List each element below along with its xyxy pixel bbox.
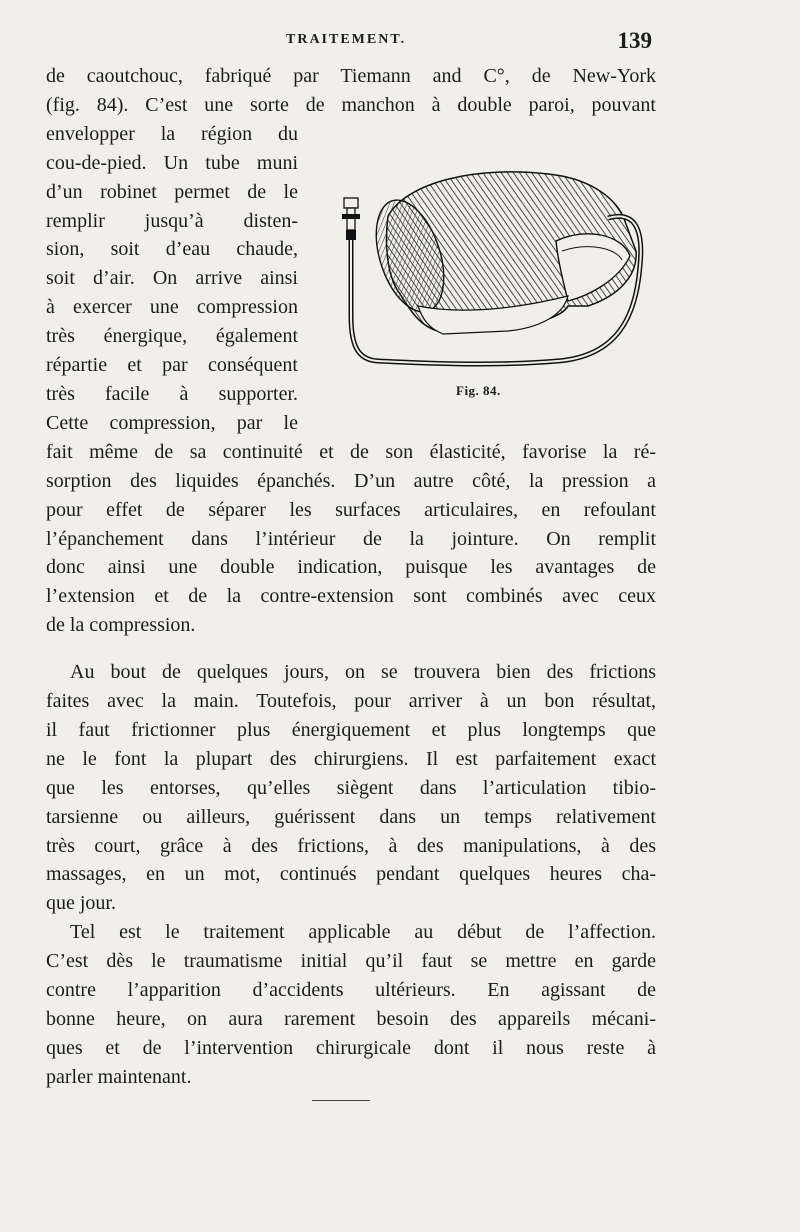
text-line: très court, grâce à des frictions, à des manipulations, à des	[46, 834, 656, 857]
text-line: ques et de l’intervention chirurgicale dont il nous reste à	[46, 1036, 656, 1059]
text-line: remplir jusqu’à disten-	[46, 209, 298, 232]
text-line: (fig. 84). C’est une sorte de manchon à double paroi, pouvant	[46, 93, 656, 116]
text-line: tarsienne ou ailleurs, guérissent dans un temps relativement	[46, 805, 656, 828]
text-line: que les entorses, qu’elles siègent dans l’articulation tibio-	[46, 776, 656, 799]
text-line: Au bout de quelques jours, on se trouvera bien des frictions	[70, 661, 656, 684]
text-line: Tel est le traitement applicable au début de l’affection.	[70, 921, 656, 944]
page-number: 139	[617, 28, 652, 53]
text-line: l’épanchement dans l’intérieur de la jointure. On remplit	[46, 527, 656, 550]
text-line: pour effet de séparer les surfaces articulaires, en refoulant	[46, 498, 656, 521]
figure-caption: Fig. 84.	[456, 383, 501, 398]
text-line: faites avec la main. Toutefois, pour arriver à un bon résultat,	[46, 690, 656, 713]
text-line: massages, en un mot, continués pendant quelques heures cha-	[46, 863, 656, 886]
text-line: de caoutchouc, fabriqué par Tiemann and C°, de New-York	[46, 65, 656, 87]
text-line: fait même de sa continuité et de son élasticité, favorise la ré-	[46, 440, 656, 463]
paragraph-3	[46, 918, 656, 1091]
end-rule	[312, 1100, 370, 1101]
text-line: envelopper la région du	[46, 122, 298, 145]
text-line: bonne heure, on aura rarement besoin des appareils mécani-	[46, 1008, 656, 1030]
text-line: contre l’apparition d’accidents ultérieurs. En agissant de	[46, 979, 656, 1002]
running-head: TRAITEMENT.	[286, 32, 407, 47]
page-header	[46, 28, 656, 62]
text-line: ne le font la plupart des chirurgiens. Il est parfaitement exact	[46, 747, 656, 770]
text-line: C’est dès le traumatisme initial qu’il faut se mettre en garde	[46, 950, 656, 973]
text-line: sion, soit d’eau chaude,	[46, 238, 298, 261]
text-line: d’un robinet permet de le	[46, 180, 298, 203]
text-line: l’extension et de la contre-extension sont combinés avec ceux	[46, 585, 656, 608]
figure-84	[318, 156, 648, 406]
text-line: très facile à supporter.	[46, 382, 298, 405]
text-line: parler maintenant.	[46, 1065, 192, 1088]
text-line: que jour.	[46, 892, 116, 915]
text-line: à exercer une compression	[46, 296, 298, 319]
paragraph-2	[46, 658, 656, 918]
rubber-sleeve-illustration	[318, 156, 648, 381]
text-line: très énergique, également	[46, 325, 298, 348]
text-line: sorption des liquides épanchés. D’un autre côté, la pression a	[46, 469, 656, 492]
text-line: donc ainsi une double indication, puisque les avantages de	[46, 556, 656, 579]
text-line: cou-de-pied. Un tube muni	[46, 151, 298, 174]
text-line: répartie et par conséquent	[46, 354, 298, 377]
text-line: soit d’air. On arrive ainsi	[46, 267, 298, 290]
text-line: il faut frictionner plus énergiquement et plus longtemps que	[46, 718, 656, 741]
text-line: Cette compression, par le	[46, 411, 298, 434]
text-line: de la compression.	[46, 614, 196, 637]
